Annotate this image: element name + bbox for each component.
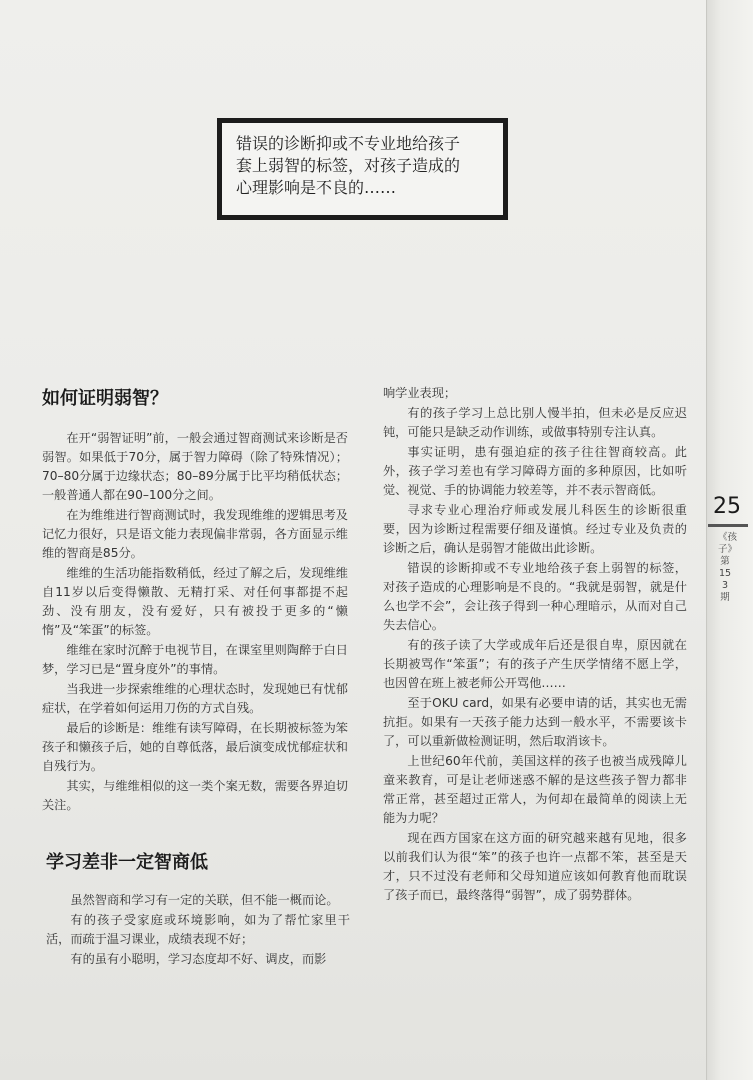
paragraph: 其实，与维维相似的这一类个案无数，需要各界迫切关注。 — [42, 779, 348, 812]
pullquote-line: 套上弱智的标签，对孩子造成的 — [236, 156, 461, 175]
paragraph: 有的孩子学习上总比别人慢半拍，但未必是反应迟钝，可能只是缺乏动作训练，或做事特别专注认真。 — [383, 406, 687, 439]
paragraph: 有的孩子读了大学或成年后还是很自卑，原因就在长期被骂作“笨蛋”；有的孩子产生厌学情绪不愿上学，也因曾在班上被老师公开骂他…… — [383, 638, 687, 690]
section-heading-poor-learning: 学习差非一定智商低 — [46, 852, 208, 873]
page-number-rule — [708, 524, 748, 527]
paragraph: 至于OKU card，如果有必要申请的话，其实也无需抗拒。如果有一天孩子能力达到一般水平，不需要该卡了，可以重新做检测证明，然后取消该卡。 — [383, 696, 687, 748]
paragraph-continuation: 响学业表现； — [383, 386, 457, 400]
right-column — [383, 384, 687, 906]
left-column-section1 — [42, 429, 348, 816]
paragraph: 维维的生活功能指数稍低，经过了解之后，发现维维自11岁以后变得懒散、无精打采、对任何事都提不起劲、没有朋友，没有爱好，只有被投于更多的“懒惰”及“笨蛋”的标签。 — [42, 566, 348, 637]
paragraph: 事实证明，患有强迫症的孩子往往智商较高。此外，孩子学习差也有学习障碍方面的多种原因，比如听觉、视觉、手的协调能力较差等，并不表示智商低。 — [383, 445, 687, 497]
pullquote-line: 心理影响是不良的…… — [236, 178, 397, 197]
paragraph: 错误的诊断抑或不专业地给孩子套上弱智的标签，对孩子造成的心理影响是不良的。“我就是弱智，就是什么也学不会”，会让孩子得到一种心理暗示，从而对自己失去信心。 — [383, 561, 687, 632]
left-column-section2 — [46, 891, 350, 970]
paragraph: 上世纪60年代前，美国这样的孩子也被当成残障儿童来教育，可是让老师迷惑不解的是这些孩子智力都非常正常，甚至超过正常人，为何却在最简单的阅读上无能为力呢？ — [383, 754, 687, 825]
pullquote-line: 错误的诊断抑或不专业地给孩子 — [236, 134, 461, 153]
paragraph: 虽然智商和学习有一定的关联，但不能一概而论。 — [70, 893, 339, 907]
paragraph: 在为维维进行智商测试时，我发现维维的逻辑思考及记忆力很好，只是语文能力表现偏非常弱，各方面显示维维的智商是85分。 — [42, 508, 348, 560]
page-number: 25 — [713, 494, 741, 519]
section-heading-prove-disability: 如何证明弱智？ — [42, 388, 168, 409]
pullquote-box — [217, 118, 508, 220]
paragraph: 有的孩子受家庭或环境影响，如为了帮忙家里干活，而疏于温习课业，成绩表现不好； — [46, 913, 350, 946]
issue-label: 《孩子》第153期 — [718, 532, 738, 603]
paragraph: 有的虽有小聪明，学习态度却不好、调皮，而影 — [70, 952, 327, 966]
paragraph: 当我进一步探索维维的心理状态时，发现她已有忧郁症状，在学着如何运用刀伤的方式自残。 — [42, 682, 348, 715]
paragraph: 寻求专业心理治疗师或发展儿科医生的诊断很重要，因为诊断过程需要仔细及谨慎。经过专业及负责的诊断之后，确认是弱智才能做出此诊断。 — [383, 503, 687, 555]
paragraph: 在开“弱智证明”前，一般会通过智商测试来诊断是否弱智。如果低于70分，属于智力障碍（除了特殊情况）；70–80分属于边缘状态；80–89分属于比平均稍低状态；一般普通人都在90–100分之间。 — [42, 431, 348, 502]
paragraph: 最后的诊断是：维维有读写障碍，在长期被标签为笨孩子和懒孩子后，她的自尊低落，最后演变成忧郁症状和自残行为。 — [42, 721, 348, 773]
paragraph: 现在西方国家在这方面的研究越来越有见地，很多以前我们认为很“笨”的孩子也许一点都不笨，甚至是天才，只不过没有老师和父母知道应该如何教育他而耽误了孩子而已，最终落得“弱智”，成了弱势群体。 — [383, 831, 687, 902]
paragraph: 维维在家时沉醉于电视节目，在课室里则陶醉于白日梦，学习已是“置身度外”的事情。 — [42, 643, 348, 676]
